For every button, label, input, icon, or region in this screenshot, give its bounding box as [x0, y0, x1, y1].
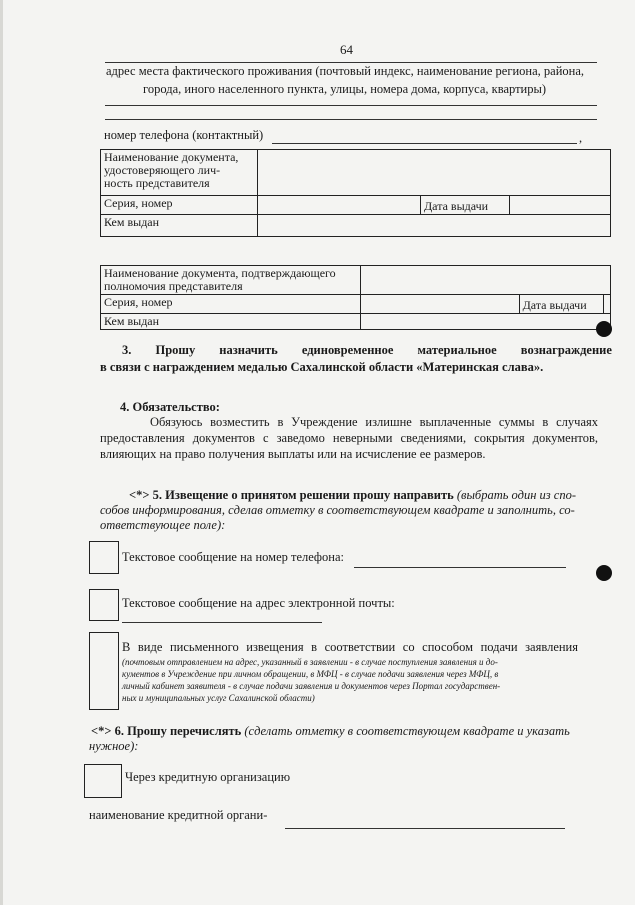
- section-5-hint-3: ответствующее поле):: [100, 518, 226, 532]
- authority-doc-cell: [101, 266, 361, 295]
- date-value[interactable]: [510, 196, 611, 215]
- section-4-line-1: Обязуюсь возместить в Учреждение излишне выплаченные суммы в случаях: [150, 415, 598, 429]
- section-5-hint-1: (выбрать один из спо-: [456, 488, 576, 502]
- punch-hole-mark-2: [596, 565, 612, 581]
- section-3-line-2: в связи с награждением медалью Сахалинской области «Материнская слава».: [100, 360, 544, 374]
- section-6-heading: [91, 724, 570, 739]
- phone-comma: ,: [579, 131, 583, 145]
- section-3-word-2: назначить: [219, 343, 278, 357]
- address-caption-line-2: города, иного населенного пункта, улицы, номера дома, корпуса, квартиры): [143, 82, 547, 96]
- email-checkbox[interactable]: [89, 589, 119, 621]
- authority-doc-value[interactable]: [360, 266, 610, 295]
- bank-checkbox[interactable]: [84, 764, 122, 798]
- authority-series-value[interactable]: [360, 295, 519, 314]
- authority-date-label: Дата выдачи: [519, 295, 603, 314]
- authority-doc-label-2: полномочия представителя: [104, 279, 243, 293]
- address-caption-line-1: адрес места фактического проживания (почтовый индекс, наименование региона, района,: [106, 64, 585, 78]
- letter-option-label: В виде письменного извещения в соответствии со способом подачи заявления: [122, 640, 578, 654]
- date-label: Дата выдачи: [421, 196, 510, 215]
- section-3-line-1: [100, 343, 612, 358]
- sms-phone-input-line[interactable]: [354, 567, 566, 568]
- letter-note-line-3: личный кабинет заявителя - в случае подачи заявления и документов через Портал государствен-: [122, 681, 501, 691]
- address-line-2[interactable]: [105, 119, 597, 120]
- punch-hole-mark-1: [596, 321, 612, 337]
- letter-note-line-1: (почтовым отправлением на адрес, указанный в заявлении - в случае поступления заявления и до-: [122, 657, 498, 667]
- section-4-line-3: влияющих на право получения выплаты или на исчисление ее размеров.: [100, 447, 486, 461]
- letter-note-line-4: ных и муниципальных услуг Сахалинской области): [122, 693, 315, 703]
- phone-input-line[interactable]: [272, 143, 577, 144]
- doc-label-2: удостоверяющего лич-: [104, 163, 221, 177]
- issued-label: Кем выдан: [101, 215, 258, 237]
- section-4-title: 4. Обязательство:: [120, 400, 220, 414]
- bank-name-label: наименование кредитной органи-: [89, 808, 268, 822]
- letter-checkbox[interactable]: [89, 632, 119, 710]
- page-number: 64: [340, 42, 353, 57]
- bank-name-input-line[interactable]: [285, 828, 565, 829]
- scan-edge: [0, 0, 3, 905]
- section-4-line-2: предоставления документов с заведомо неверными сведениями, сокрытия документов,: [100, 431, 598, 445]
- authority-issued-label: Кем выдан: [101, 314, 361, 330]
- letter-note-line-2: кументов в Учреждение при личном обращении, в МФЦ - в случае подачи заявления через МФЦ, в: [122, 669, 499, 679]
- series-label: Серия, номер: [101, 196, 258, 215]
- section-5-hint-2: собов информирования, сделав отметку в соответствующем квадрате и заполнить, со-: [100, 503, 575, 517]
- email-option-label: Текстовое сообщение на адрес электронной почты:: [122, 596, 395, 610]
- doc-name-value[interactable]: [258, 150, 611, 196]
- section-3-word-4: материальное: [417, 343, 497, 357]
- address-top-line: [105, 62, 597, 63]
- section-3-word-5: вознаграждение: [520, 343, 612, 357]
- section-6-hint-2: нужное):: [89, 739, 139, 753]
- sms-option-label: Текстовое сообщение на номер телефона:: [122, 550, 344, 564]
- sms-checkbox[interactable]: [89, 541, 119, 574]
- issued-value[interactable]: [258, 215, 611, 237]
- section-3-word-3: единовременное: [301, 343, 394, 357]
- address-line-1[interactable]: [105, 105, 597, 106]
- email-input-line[interactable]: [122, 622, 322, 623]
- section-5-heading: [129, 488, 576, 503]
- authority-doc-table: [100, 265, 611, 330]
- authority-date-value[interactable]: [604, 295, 611, 314]
- phone-label: номер телефона (контактный): [104, 128, 264, 142]
- authority-issued-value[interactable]: [360, 314, 610, 330]
- bank-option-label: Через кредитную организацию: [125, 770, 291, 784]
- section-6-title: <*> 6. Прошу перечислять: [91, 724, 242, 738]
- representative-id-table: [100, 149, 611, 237]
- doc-name-cell: [101, 150, 258, 196]
- section-3-number: 3.: [122, 343, 132, 357]
- authority-doc-label-1: Наименование документа, подтверждающего: [104, 266, 336, 280]
- section-3-word-1: Прошу: [155, 343, 196, 357]
- section-5-title: <*> 5. Извещение о принятом решении прошу направить: [129, 488, 454, 502]
- series-value[interactable]: [258, 196, 421, 215]
- doc-label-1: Наименование документа,: [104, 150, 239, 164]
- section-6-hint-1: (сделать отметку в соответствующем квадрате и указать: [244, 724, 570, 738]
- doc-label-3: ность представителя: [104, 176, 210, 190]
- authority-series-label: Серия, номер: [101, 295, 361, 314]
